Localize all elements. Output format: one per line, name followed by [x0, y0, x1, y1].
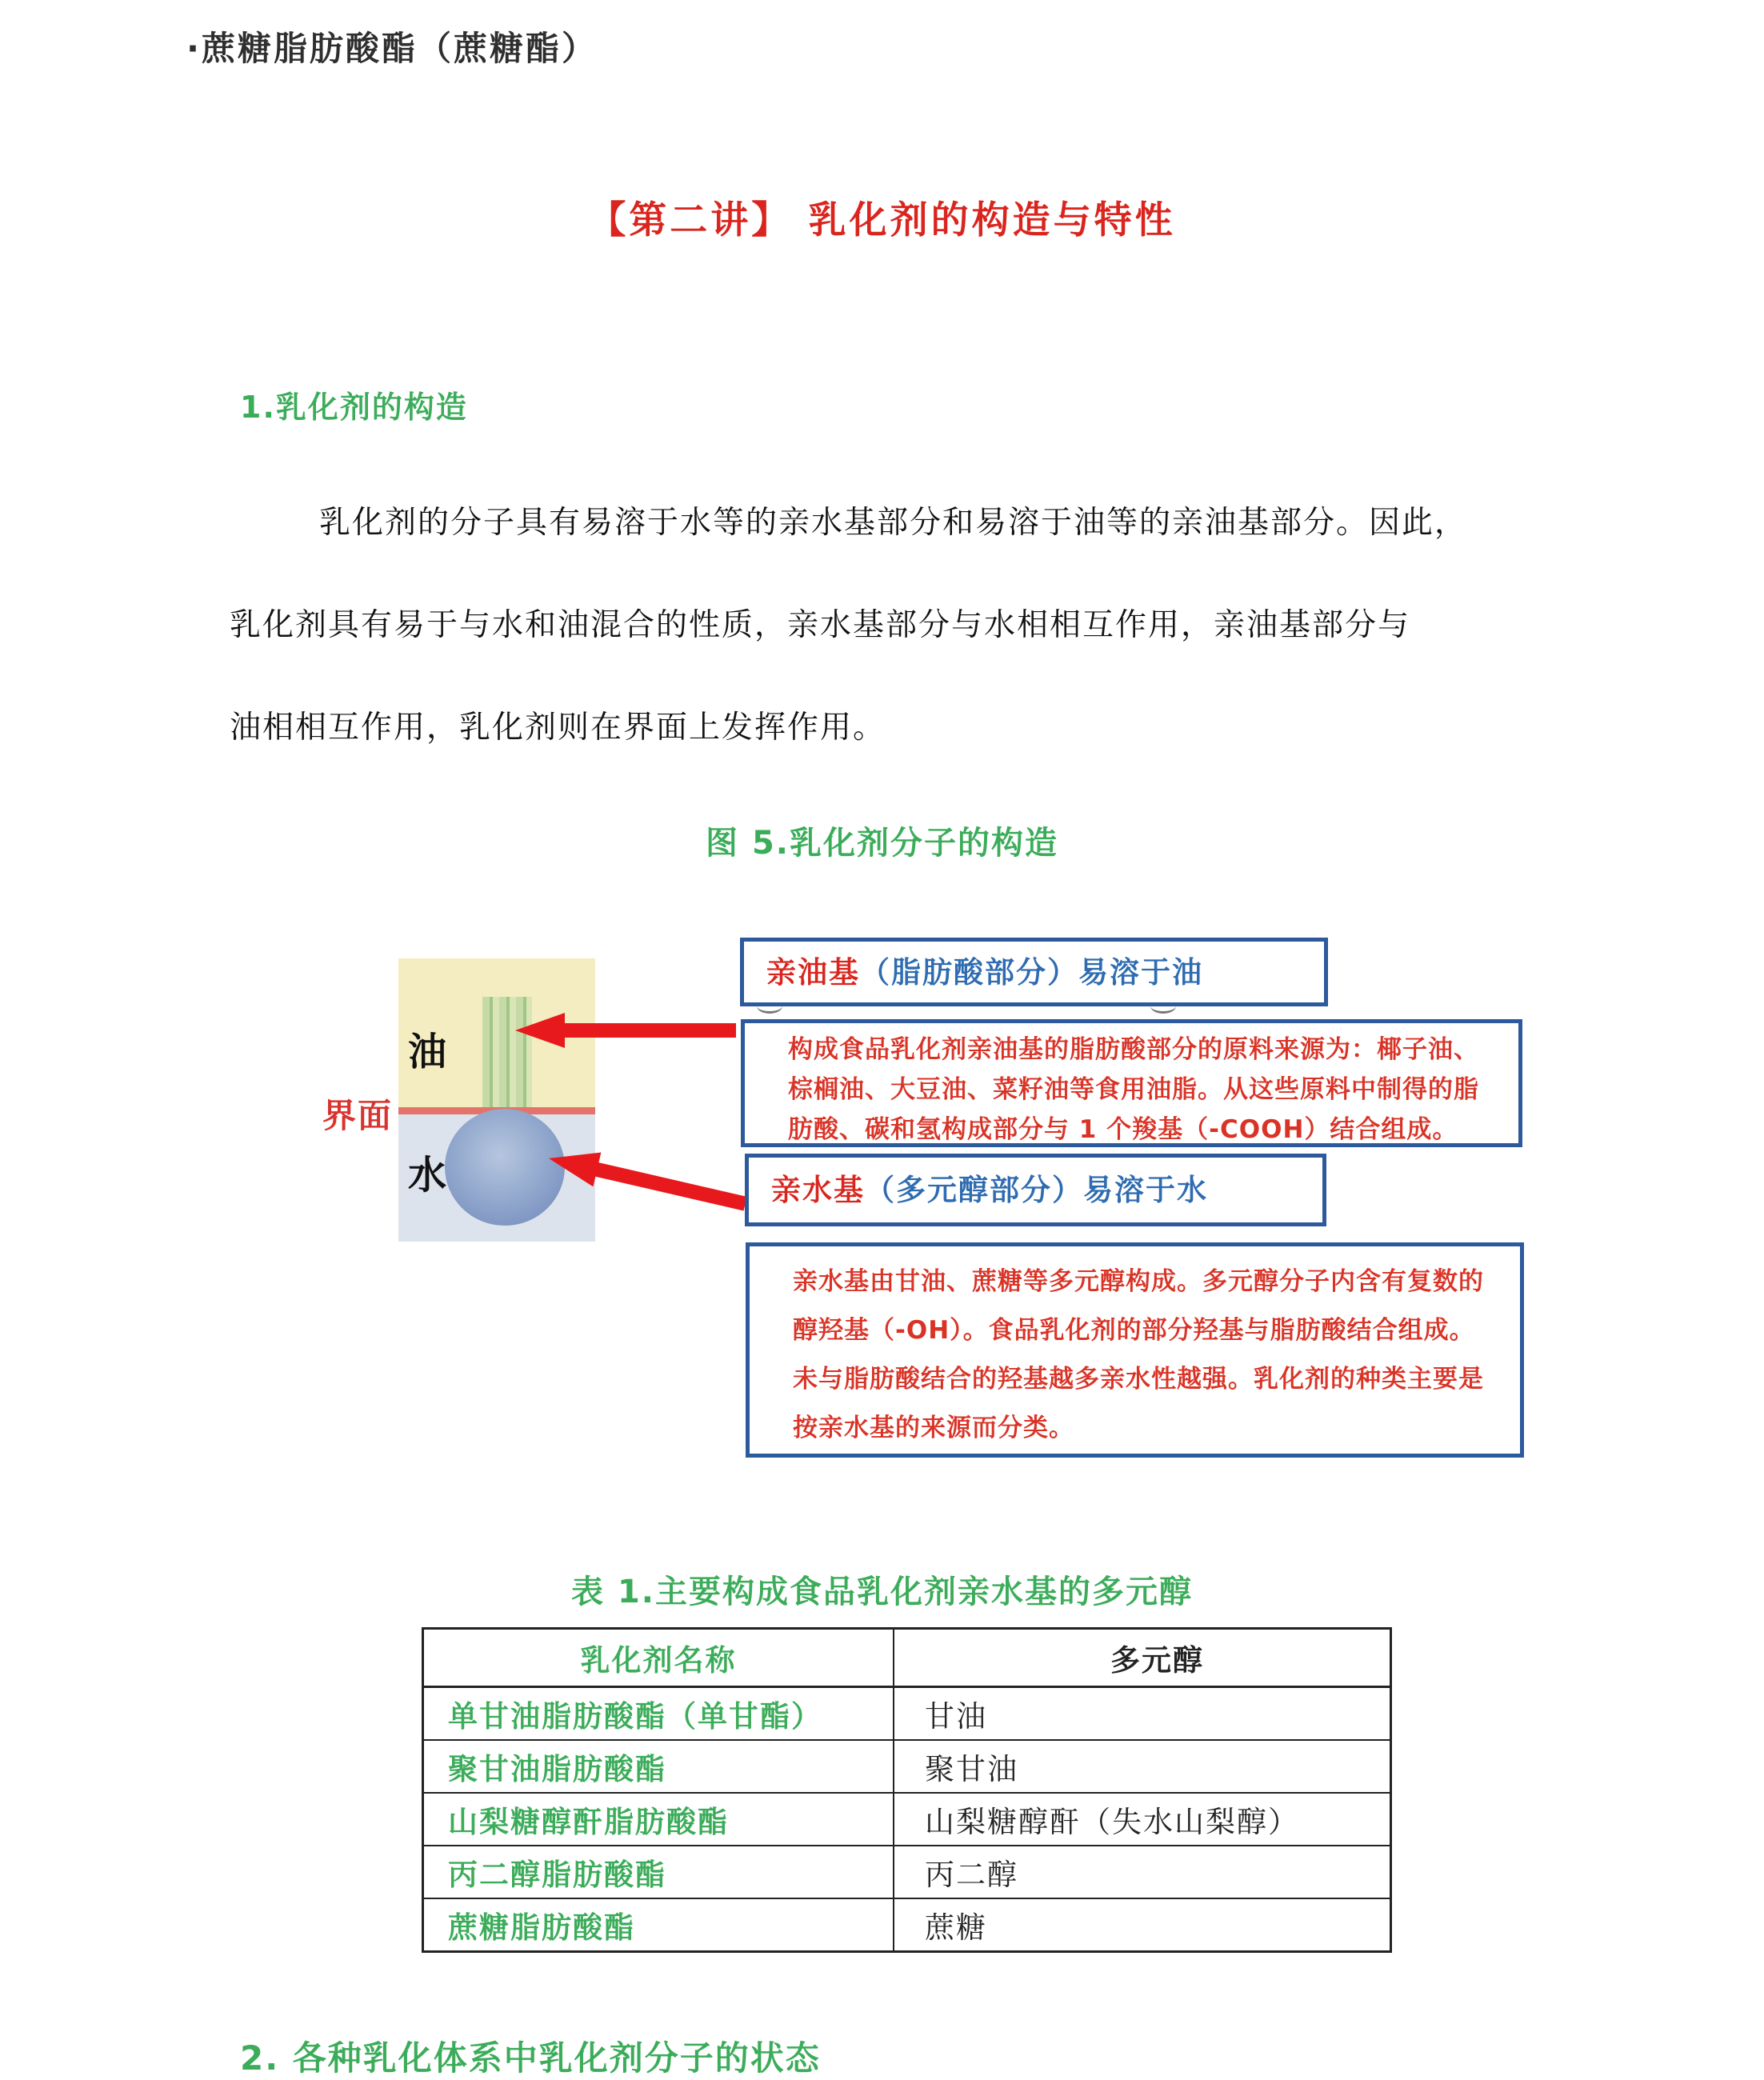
oil-label: 油 — [408, 1030, 447, 1074]
callout-connector — [757, 998, 782, 1014]
paragraph-line: 乳化剂的分子具有易溶于水等的亲水基部分和易溶于油等的亲油基部分。因此， — [319, 505, 1468, 541]
figure-caption: 图 5.乳化剂分子的构造 — [706, 825, 1058, 862]
callout-text-line: 醇羟基（-OH）。食品乳化剂的部分羟基与脂肪酸结合组成。 — [793, 1316, 1475, 1345]
paragraph-line: 油相相互作用，乳化剂则在界面上发挥作用。 — [230, 710, 886, 746]
emulsifier-name-cell: 蔗糖脂肪酸酯 — [423, 1898, 894, 1952]
lipophilic-term: 亲油基 — [766, 955, 860, 990]
bullet-item: ·蔗糖脂肪酸酯（蔗糖酯） — [186, 29, 598, 68]
callout-text-line: 棕榈油、大豆油、菜籽油等食用油脂。从这些原料中制得的脂 — [788, 1075, 1479, 1104]
callout-connector — [1150, 998, 1176, 1014]
table-row — [423, 1846, 1391, 1898]
section-2-heading: 2. 各种乳化体系中乳化剂分子的状态 — [240, 2038, 821, 2078]
table-caption: 表 1.主要构成食品乳化剂亲水基的多元醇 — [571, 1574, 1193, 1610]
oil-water-diagram — [398, 958, 595, 1242]
callout-text-line: 肪酸、碳和氢构成部分与 1 个羧基（-COOH）结合组成。 — [788, 1115, 1458, 1144]
callout-text-line: 未与脂肪酸结合的羟基越多亲水性越强。乳化剂的种类主要是 — [793, 1365, 1484, 1394]
arrow-to-lipophilic-tail — [515, 1013, 736, 1048]
page-title: 【第二讲】 乳化剂的构造与特性 — [588, 198, 1176, 242]
table-row — [423, 1793, 1391, 1846]
interface-label: 界面 — [322, 1096, 394, 1135]
emulsifier-name-cell: 单甘油脂肪酸酯（单甘酯） — [423, 1687, 894, 1741]
arrow-shaft — [562, 1023, 736, 1038]
arrow-shaft — [592, 1162, 746, 1210]
lipophilic-callout-body-box — [741, 1019, 1522, 1147]
column-header-polyol: 多元醇 — [894, 1629, 1391, 1687]
table-row — [423, 1687, 1391, 1741]
column-header-emulsifier: 乳化剂名称 — [423, 1629, 894, 1687]
emulsifier-name-cell: 丙二醇脂肪酸酯 — [423, 1846, 894, 1898]
water-label: 水 — [408, 1153, 447, 1198]
emulsifier-name-cell: 聚甘油脂肪酸酯 — [423, 1740, 894, 1793]
hydrophilic-term: 亲水基 — [771, 1173, 865, 1207]
hydrophilic-callout-title-box — [745, 1154, 1326, 1226]
lipophilic-term-rest: （脂肪酸部分）易溶于油 — [860, 955, 1203, 990]
hydrophilic-callout-body-box — [746, 1242, 1524, 1458]
hydrophilic-term-rest: （多元醇部分）易溶于水 — [865, 1173, 1208, 1207]
lipophilic-callout-title-box — [740, 938, 1328, 1006]
callout-text-line: 按亲水基的来源而分类。 — [793, 1414, 1074, 1442]
paragraph-line: 乳化剂具有易于与水和油混合的性质，亲水基部分与水相相互作用，亲油基部分与 — [230, 607, 1411, 643]
callout-text-line: 亲水基由甘油、蔗糖等多元醇构成。多元醇分子内含有复数的 — [793, 1267, 1484, 1296]
polyol-cell: 甘油 — [894, 1687, 1391, 1741]
section-1-heading: 1.乳化剂的构造 — [240, 390, 468, 425]
callout-text-line: 构成食品乳化剂亲油基的脂肪酸部分的原料来源为：椰子油、 — [788, 1035, 1479, 1064]
table-row — [423, 1898, 1391, 1952]
polyol-cell: 蔗糖 — [894, 1898, 1391, 1952]
polyol-table — [422, 1627, 1392, 1953]
table-header-row — [423, 1629, 1391, 1687]
polyol-cell: 丙二醇 — [894, 1846, 1391, 1898]
table-row — [423, 1740, 1391, 1793]
emulsifier-name-cell: 山梨糖醇酐脂肪酸酯 — [423, 1793, 894, 1846]
arrowhead — [515, 1013, 565, 1048]
polyol-cell: 山梨糖醇酐（失水山梨醇） — [894, 1793, 1391, 1846]
polyol-cell: 聚甘油 — [894, 1740, 1391, 1793]
